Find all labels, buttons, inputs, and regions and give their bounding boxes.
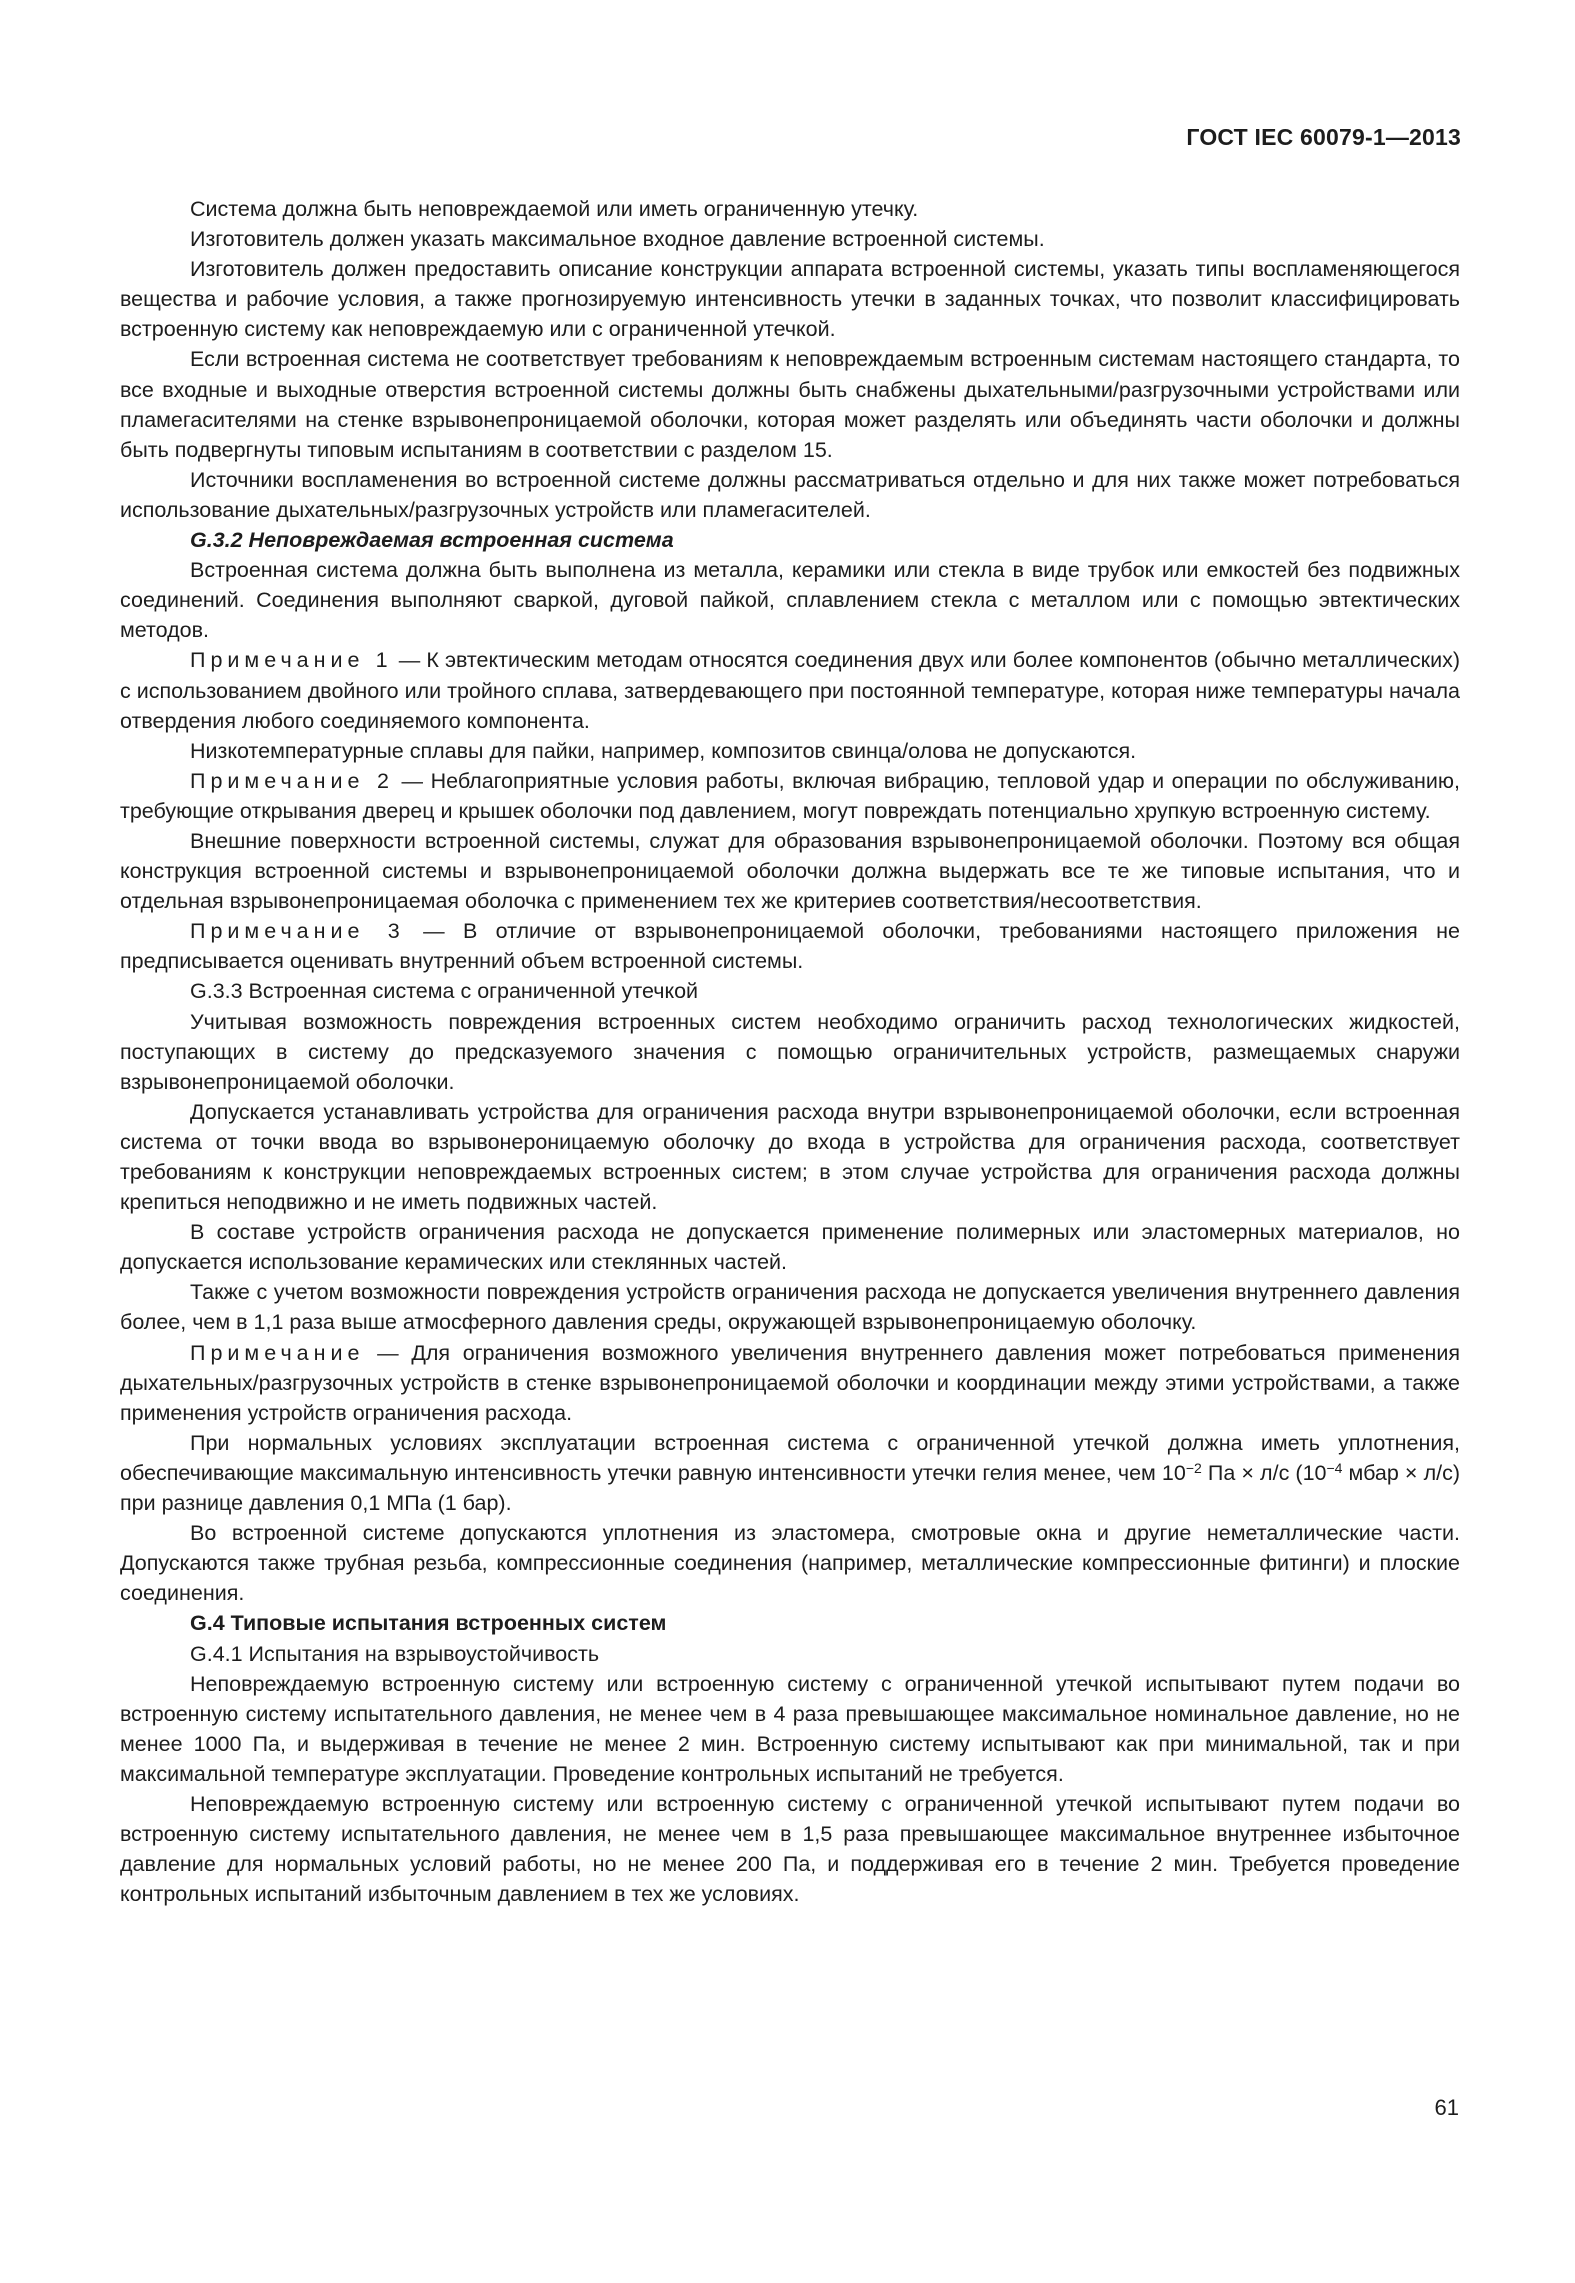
note-1 (120, 645, 1460, 735)
paragraph: Также с учетом возможности повреждения устройств ограничения расхода не допускается увеличения внутреннего давления более, чем в 1,1 раза выше атмосферного давления среды, окружающей взрывонепроницаемую оболочку. (120, 1280, 1460, 1335)
paragraph: Источники воспламенения во встроенной системе должны рассматриваться отдельно и для них также может потребоваться использование дыхательных/разгрузочных устройств или пламегасителей. (120, 467, 1460, 522)
paragraph: Допускается устанавливать устройства для ограничения расхода внутри взрывонепроницаемой оболочки, если встроенная система от точки ввода во взрывонероницаемую оболочку до входа в устройства для ограничения расхода, соответствует требованиям к конструкции неповреждаемых встроенных систем; в этом случае устройства для ограничения расхода должны крепиться неподвижно и не иметь подвижных частей. (120, 1099, 1460, 1215)
text-span: Па × л/с (10 (1201, 1460, 1327, 1485)
text-span: При нормальных условиях эксплуатации встроенная система с ограниченной утечкой должна иметь уплотнения, обеспечивающие максимальную интенсивность утечки равную интенсивности утечки гелия менее, чем 10 (120, 1430, 1460, 1485)
note-text: — В отличие от взрывонепроницаемой оболочки, требованиями настоящего приложения не предписывается оценивать внутренний объем встроенной системы. (120, 919, 1460, 974)
section-heading-g32: G.3.2 Неповреждаемая встроенная система (190, 528, 674, 553)
exponent: −4 (1326, 1459, 1343, 1476)
paragraph: Изготовитель должен указать максимальное входное давление встроенной системы. (190, 227, 1045, 252)
paragraph: Внешние поверхности встроенной системы, служат для образования взрывонепроницаемой оболочки. Поэтому вся общая конструкция встроенной системы и взрывонепроницаемой оболочки должна выдержать все те же типовые испытания, что и отдельная взрывонепроницаемая оболочка с применением тех же критериев соответствия/несоответствия. (120, 828, 1460, 914)
note-text: — Неблагоприятные условия работы, включая вибрацию, тепловой удар и операции по обслуживанию, требующие открывания дверец и крышек оболочки под давлением, могут повреждать потенциально хрупкую встроенную систему. (120, 768, 1460, 823)
paragraph-leak-rate (120, 1428, 1460, 1518)
note-3 (120, 916, 1460, 976)
note-2 (120, 766, 1460, 826)
paragraph: Во встроенной системе допускаются уплотнения из эластомера, смотровые окна и другие неметаллические части. Допускаются также трубная резьба, компрессионные соединения (например, металлические компрессионные фитинги) и плоские соединения. (120, 1521, 1460, 1606)
paragraph: Неповреждаемую встроенную систему или встроенную систему с ограниченной утечкой испытывают путем подачи во встроенную систему испытательного давления, не менее чем в 4 раза превышающее максимальное номинальное давление, но не менее 1000 Па, и выдерживая в течение не менее 2 мин. Встроенную систему испытывают как при минимальной, так и при максимальной температуре эксплуатации. Проведение контрольных испытаний не требуется. (120, 1671, 1460, 1786)
note-label: Примечание 2 (190, 768, 394, 793)
note-text: — К эвтектическим методам относятся соединения двух или более компонентов (обычно металлических) с использованием двойного или тройного сплава, затвердевающего при постоянной температуре, которая ниже температуры начала отвердения любого соединяемого компонента. (120, 648, 1460, 733)
paragraph: Изготовитель должен предоставить описание конструкции аппарата встроенной системы, указать типы воспламеняющегося вещества и рабочие условия, а также прогнозируемую интенсивность утечки в заданных точках, что позволит классифицировать встроенную систему как неповреждаемую или с ограниченной утечкой. (120, 257, 1460, 342)
paragraph: Встроенная система должна быть выполнена из металла, керамики или стекла в виде трубок или емкостей без подвижных соединений. Соединения выполняют сваркой, дуговой пайкой, сплавлением стекла с металлом или с помощью эвтектических методов. (120, 558, 1460, 643)
section-heading-g41: G.4.1 Испытания на взрывоустойчивость (190, 1641, 600, 1666)
section-heading-g33: G.3.3 Встроенная система с ограниченной утечкой (190, 979, 699, 1004)
page-number: 61 (1434, 2095, 1459, 2120)
document-body (120, 194, 1460, 1909)
note-4 (120, 1338, 1460, 1428)
paragraph: В составе устройств ограничения расхода не допускается применение полимерных или эластомерных материалов, но допускается использование керамических или стеклянных частей. (120, 1220, 1460, 1275)
paragraph: Система должна быть неповреждаемой или иметь ограниченную утечку. (190, 197, 919, 221)
text-span: мбар × л/с) при разнице давления 0,1 МПа (1 бар). (120, 1460, 1460, 1516)
paragraph: Неповреждаемую встроенную систему или встроенную систему с ограниченной утечкой испытывают путем подачи во встроенную систему испытательного давления, не менее чем в 1,5 раза превышающее максимальное внутреннее избыточное давление для нормальных условий работы, но не менее 200 Па, и поддерживая его в течение 2 мин. Требуется проведение контрольных испытаний избыточным давлением в тех же условиях. (120, 1791, 1460, 1907)
exponent: −2 (1185, 1459, 1202, 1476)
note-text: — Для ограничения возможного увеличения внутреннего давления может потребоваться применения дыхательных/разгрузочных устройств в стенке взрывонепроницаемой оболочки и координации между этими устройствами, а также применения устройств ограничения расхода. (120, 1340, 1460, 1425)
paragraph: Низкотемпературные сплавы для пайки, например, композитов свинца/олова не допускаются. (190, 738, 1137, 763)
document-header: ГОСТ IEC 60079-1—2013 (1186, 124, 1461, 150)
note-label: Примечание (190, 1340, 365, 1365)
note-label: Примечание 1 (190, 648, 393, 673)
paragraph: Учитывая возможность повреждения встроенных систем необходимо ограничить расход технологических жидкостей, поступающих в систему до предсказуемого значения с помощью ограничительных устройств, размещаемых снаружи взрывонепроницаемой оболочки. (120, 1009, 1460, 1094)
paragraph: Если встроенная система не соответствует требованиям к неповреждаемым встроенным системам настоящего стандарта, то все входные и выходные отверстия встроенной системы должны быть снабжены дыхательными/разгрузочными устройствами или пламегасителями на стенке взрывонепроницаемой оболочки, которая может разделять или объединять части оболочки и должны быть подвергнуты типовым испытаниям в соответствии с разделом 15. (120, 347, 1460, 462)
note-label: Примечание 3 (190, 919, 405, 944)
section-heading-g4: G.4 Типовые испытания встроенных систем (190, 1611, 667, 1636)
